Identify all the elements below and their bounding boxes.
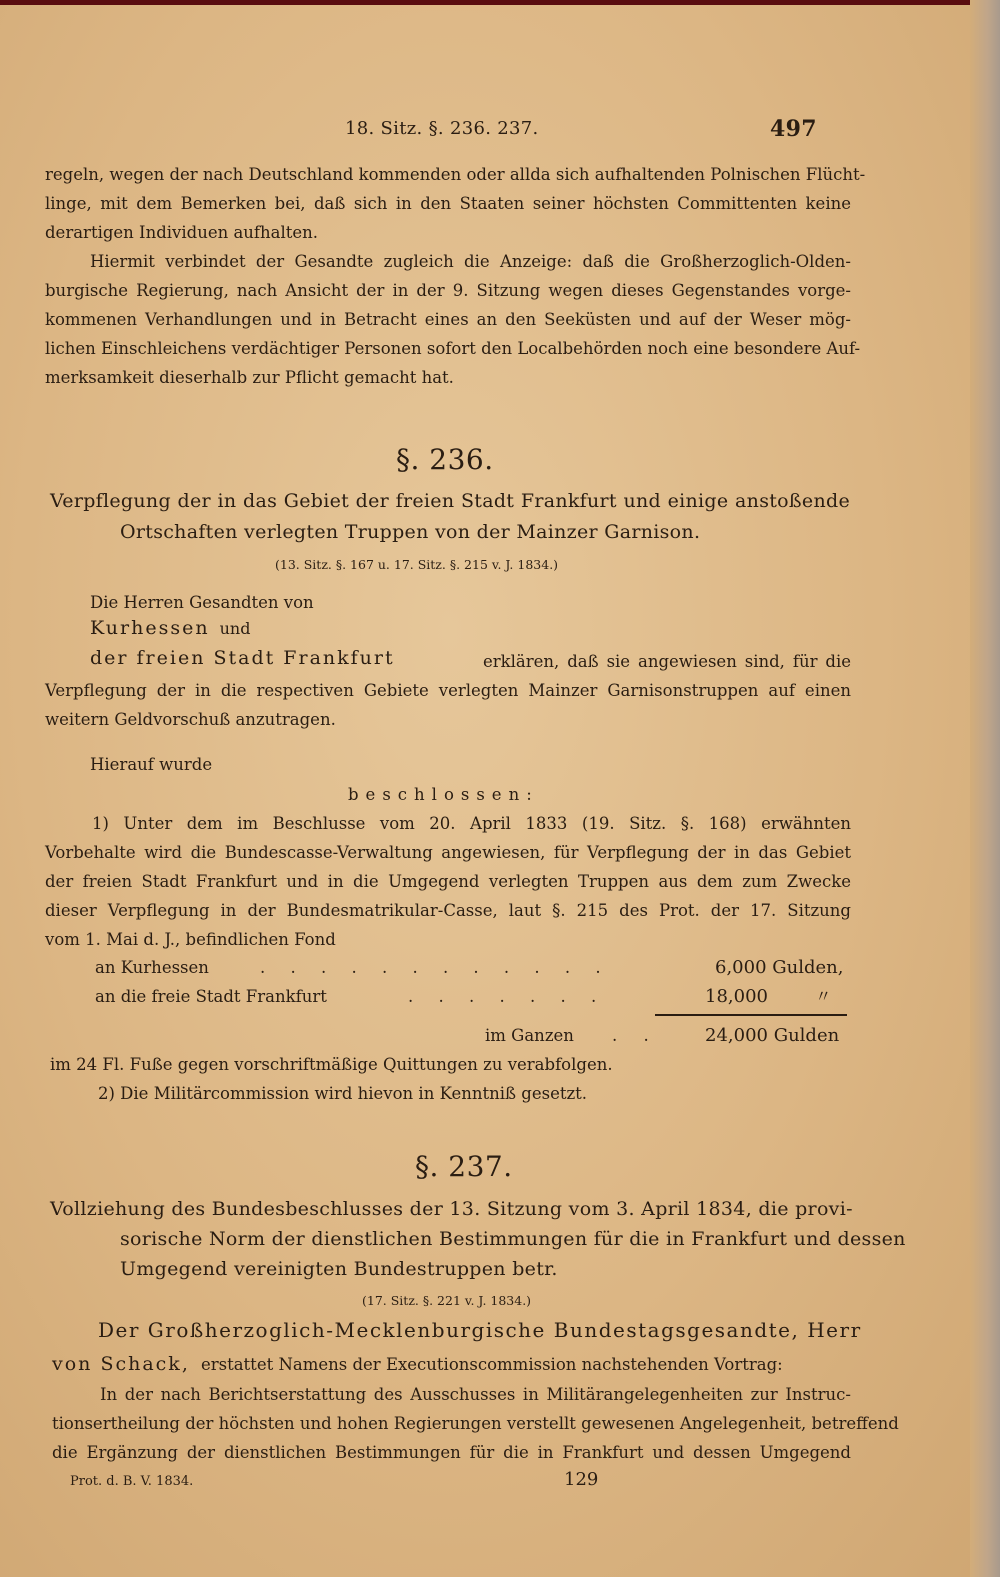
footer-sheet-number: 129 — [564, 1469, 599, 1490]
payment-recipient: an die freie Stadt Frankfurt — [95, 987, 327, 1006]
page-number: 497 — [770, 116, 817, 142]
speaker-name-line — [52, 1350, 783, 1379]
text-line: kommenen Verhandlungen und in Betracht eines an den Seeküsten und auf der Weser mög- — [45, 310, 851, 329]
speaker-2-line — [90, 647, 395, 669]
text-line: dieser Verpflegung in der Bundesmatrikular-Casse, laut §. 215 des Prot. der 17. Sitzung — [45, 901, 851, 920]
text-line: 1) Unter dem im Beschlusse vom 20. April 1833 (19. Sitz. §. 168) erwähnten — [92, 814, 851, 833]
text-line: merksamkeit dieserhalb zur Pflicht gemacht hat. — [45, 368, 454, 387]
text-line: Verpflegung der in die respectiven Gebiete verlegten Mainzer Garnisonstruppen auf einen — [45, 681, 851, 700]
speaker-conjunction: und — [219, 619, 251, 638]
resolved-word: beschlossen: — [348, 785, 539, 804]
speakers-intro: Die Herren Gesandten von — [90, 593, 314, 612]
text-line: Vorbehalte wird die Bundescasse-Verwaltung angewiesen, für Verpflegung der in das Gebiet — [45, 843, 851, 862]
text-line: tionsertheilung der höchsten und hohen Regierungen verstellt gewesenen Angelegenheit, betreffend — [52, 1414, 899, 1433]
section-236-heading: Ortschaften verlegten Truppen von der Mainzer Garnison. — [120, 521, 701, 543]
payment-amount: 18,000 — [705, 986, 768, 1007]
text-line: Hiermit verbindet der Gesandte zugleich die Anzeige: daß die Großherzoglich-Olden- — [90, 252, 851, 271]
section-237-heading: Umgegend vereinigten Bundestruppen betr. — [120, 1258, 558, 1280]
section-237-heading: sorische Norm der dienstlichen Bestimmungen für die in Frankfurt und dessen — [120, 1228, 906, 1250]
section-236-citation: (13. Sitz. §. 167 u. 17. Sitz. §. 215 v. J. 1834.) — [275, 557, 559, 572]
section-236-number: §. 236. — [396, 443, 494, 476]
page-edge-right — [970, 0, 1000, 1577]
speaker-line: Der Großherzoglich-Mecklenburgische Bundestagsgesandte, Herr — [98, 1318, 862, 1342]
speaker-name: von Schack, — [52, 1353, 190, 1375]
page-edge-top — [0, 0, 1000, 5]
speaker-frankfurt: der freien Stadt Frankfurt — [90, 647, 395, 669]
speaker-kurhessen: Kurhessen — [90, 617, 210, 639]
payment-dots: . . . . . . . . . . . . — [260, 958, 611, 977]
text-line: weitern Geldvorschuß anzutragen. — [45, 710, 336, 729]
text-line: derartigen Individuen aufhalten. — [45, 223, 319, 242]
footer-signature: Prot. d. B. V. 1834. — [70, 1474, 194, 1489]
text-line: lichen Einschleichens verdächtiger Personen sofort den Localbehörden noch eine besondere Auf- — [45, 339, 861, 358]
text-line: erklären, daß sie angewiesen sind, für die — [483, 652, 851, 671]
section-237-citation: (17. Sitz. §. 221 v. J. 1834.) — [362, 1293, 532, 1308]
total-dots: . . — [612, 1026, 649, 1045]
total-amount: 24,000 Gulden — [705, 1025, 840, 1046]
payment-dots: . . . . . . . — [408, 987, 607, 1006]
section-236-heading: Verpflegung der in das Gebiet der freien Stadt Frankfurt und einige anstoßende — [50, 490, 850, 512]
text-line: der freien Stadt Frankfurt und in die Umgegend verlegten Truppen aus dem zum Zwecke — [45, 872, 851, 891]
text-line: In der nach Berichtserstattung des Ausschusses in Militärangelegenheiten zur Instruc- — [100, 1385, 851, 1404]
text-line: die Ergänzung der dienstlichen Bestimmungen für die in Frankfurt und dessen Umgegend — [52, 1443, 851, 1462]
payment-amount: 6,000 Gulden, — [715, 957, 844, 978]
payment-recipient: an Kurhessen — [95, 958, 209, 977]
text-line: vom 1. Mai d. J., befindlichen Fond — [45, 930, 336, 949]
section-237-number: §. 237. — [415, 1150, 513, 1183]
speaker-1-line — [90, 617, 250, 639]
running-title: 18. Sitz. §. 236. 237. — [345, 118, 539, 139]
sum-rule — [655, 1014, 847, 1016]
ditto-mark: 〃 — [815, 987, 832, 1006]
speaker-rest: erstattet Namens der Executionscommission nachstehenden Vortrag: — [200, 1355, 783, 1374]
text-line: im 24 Fl. Fuße gegen vorschriftmäßige Quittungen zu verabfolgen. — [50, 1055, 613, 1074]
text-line: linge, mit dem Bemerken bei, daß sich in den Staaten seiner höchsten Committenten keine — [45, 194, 851, 213]
text-line: burgische Regierung, nach Ansicht der in der 9. Sitzung wegen dieses Gegenstandes vorge- — [45, 281, 851, 300]
total-label: im Ganzen — [485, 1026, 574, 1045]
text-line: regeln, wegen der nach Deutschland kommenden oder allda sich aufhaltenden Polnischen Flücht- — [45, 165, 866, 184]
section-237-heading: Vollziehung des Bundesbeschlusses der 13. Sitzung vom 3. April 1834, die provi- — [50, 1198, 853, 1220]
resolution-intro: Hierauf wurde — [90, 755, 213, 774]
resolution-item-2: 2) Die Militärcommission wird hievon in Kenntniß gesetzt. — [98, 1084, 588, 1103]
